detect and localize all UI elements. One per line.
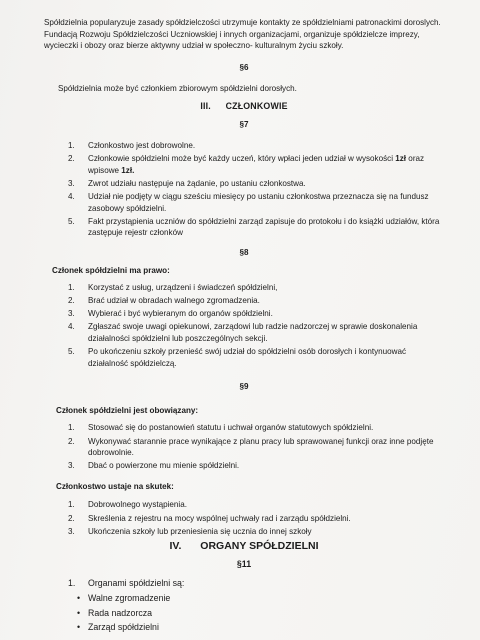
chapter-3-number: III. <box>200 100 211 111</box>
section-9-heading: Członek spółdzielni jest obowiązany: <box>56 405 199 415</box>
list-item: 4. Udział nie podjęty w ciągu sześciu miesięcy po ustaniu członkostwa przeznacza się na fundusz zasobowy spółdzielni. <box>68 192 429 213</box>
list-item: 2. Brać udział w obradach walnego zgromadzenia. <box>68 296 260 306</box>
section-8-heading: Członek spółdzielni ma prawo: <box>52 265 170 275</box>
section-8-title: §8 <box>239 247 249 257</box>
list-item: 1. Organami spółdzielni są: <box>68 578 185 589</box>
bullet-item: • Walne zgromadzenie <box>77 592 171 603</box>
section-11-list <box>44 578 444 590</box>
section-11-title: §11 <box>236 558 252 569</box>
membership-end-list <box>44 499 444 537</box>
list-item: 1. Stosować się do postanowień statutu i uchwał organów statutowych spółdzielni. <box>68 423 374 433</box>
section-8-list <box>44 282 444 369</box>
list-item: 3. Ukończenia szkoły lub przeniesienia się ucznia do innej szkoły <box>68 526 312 536</box>
chapter-3-title: CZŁONKOWIE <box>225 100 288 111</box>
chapter-4-number: IV. <box>169 540 182 553</box>
bullet-item: • Zarząd spółdzielni <box>77 622 159 633</box>
bullet-glyph: • <box>77 607 81 618</box>
membership-end-heading: Członkostwo ustaje na skutek: <box>56 481 174 491</box>
section-9-list <box>44 422 444 471</box>
section-7-title: §7 <box>239 119 249 129</box>
chapter-3-heading <box>44 101 444 113</box>
section-9-title: §9 <box>239 382 249 392</box>
list-item: 5. Po ukończeniu szkoły przenieść swój udział do spółdzielni osób dorosłych i kontynuować działalność spółdzielczą. <box>68 347 407 368</box>
bullet-glyph: • <box>77 622 81 633</box>
list-item: 1. Członkostwo jest dobrowolne. <box>68 141 196 151</box>
section-7-list <box>44 140 444 239</box>
list-item: 1. Korzystać z usług, urządzeni i świadczeń spółdzielni, <box>68 283 278 293</box>
list-item: 2. Skreślenia z rejestru na mocy wspólnej uchwały rad i zarządu spółdzielni. <box>68 513 351 523</box>
intro-paragraph: Spółdzielnia popularyzuje zasady spółdzielczości utrzymuje kontakty ze spółdzielniami patronackimi doroslych. Fundacją Rozwoju Spółdzielczości Uczniowskiej i innych organizacjami, organizuje spółdzielcze imprezy, wycieczki i obozy oraz bierze aktywny udział w społeczno- kulturalnym życiu szkoły. <box>44 18 441 51</box>
list-item: 4. Zgłaszać swoje uwagi opiekunowi, zarządowi lub radzie nadzorczej w sprawie doskonalenia działalności spółdzielni lub poszczególnych sekcji. <box>68 322 418 343</box>
organs-bullet-list <box>44 593 444 634</box>
list-item: 5. Fakt przystąpienia uczniów do spółdzielni zarząd zapisuje do protokołu i do książki udziałów, która zastępuje rejestr członków <box>68 216 440 238</box>
chapter-4-title: ORGANY SPÓŁDZIELNI <box>200 540 319 553</box>
list-item: 3. Zwrot udziału następuje na żądanie, po ustaniu członkostwa. <box>68 178 306 188</box>
list-item: 1. Dobrowolnego wystąpienia. <box>68 500 187 510</box>
bullet-glyph: • <box>77 592 81 603</box>
chapter-4-heading <box>44 541 444 553</box>
bullet-item: • Rada nadzorcza <box>77 607 153 618</box>
list-item: 2. Wykonywać starannie prace wynikające z planu pracy lub sprawowanej funkcji oraz inne podjęte dobrowolnie. <box>68 436 434 458</box>
section-6-text: Spółdzielnia może być członkiem zbiorowym spółdzielni dorosłych. <box>58 84 297 94</box>
list-item: 2. Członkowie spółdzielni może być każdy uczeń, który wpłaci jeden udział w wysokości 1zł oraz wpisowe 1zł. <box>68 154 425 175</box>
list-item: 3. Wybierać i być wybieranym do organów spółdzielni. <box>68 309 273 319</box>
list-item: 3. Dbać o powierzone mu mienie spółdzielni. <box>68 461 240 471</box>
section-6-title: §6 <box>239 62 249 72</box>
